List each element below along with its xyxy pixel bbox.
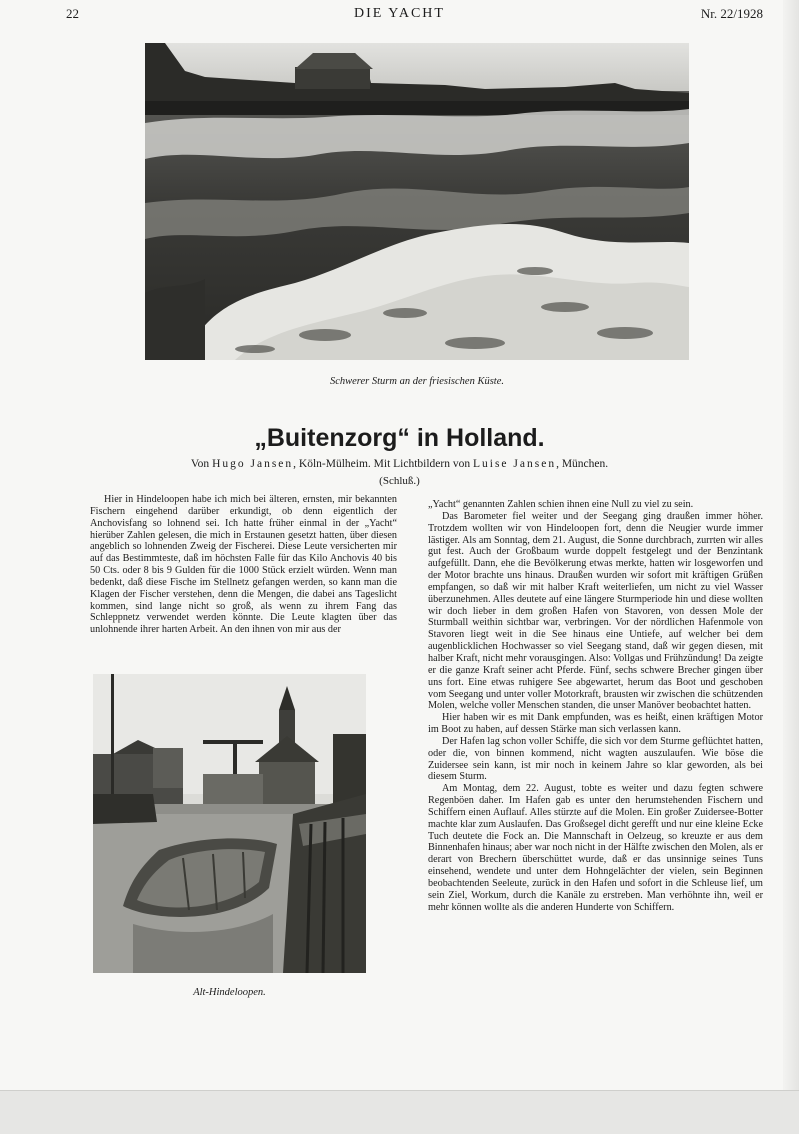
page-edge-shadow <box>783 0 799 1090</box>
paragraph: „Yacht“ genannten Zahlen schien ihnen eine Null zu viel zu sein. <box>428 499 694 510</box>
paragraph: Hier in Hindeloopen habe ich mich bei älteren, ernsten, mir bekannten Fischern eingehend darüber erkundigt, ob denn eigentlich der Anchovisfang so lohnend sei. Ich hatte früher einmal in der „Yacht“ hierüber Zahlen gelesen, die mich in Erstaunen gesetzt hatten, über diesen angeblich so lohnenden Zweig der Fischerei. Diese Leute versicherten mir auf das Bestimmteste, daß im höchsten Falle für das Kilo Anchovis 40 bis 50 Cts. oder 8 bis 9 Gulden für die 1000 Stück erzielt würden. Wenn man bedenkt, daß diese Fische im Stellnetz gefangen werden, so kann man die Klagen der Fischer verstehen, denn die Mengen, die dabei ans Tageslicht kommen, sind lange nicht so groß, als wenn zu ihrem Fang das Schleppnetz verwendet werden könnte. Die Leute klagten über das unlohnende ihrer harten Arbeit. An den ihnen von mir aus der <box>90 494 397 636</box>
paragraph: Das Barometer fiel weiter und der Seegang ging draußen immer höher. Trotzdem wollten wir von Hindeloopen fort, denn die Neugier wurde immer lästiger. Als am Sonntag, dem 21. August, die Sonne durchbrach, zurrten wir alles gut fest. Auch der Großbaum wurde doppelt festgelegt und der Benzintank aufgefüllt. Dann, ehe die Bevölkerung etwas merkte, hatten wir losgeworfen und der Motor brachte uns hinaus. Draußen wurden wir sofort mit kräftigen Grüßen empfangen, so daß wir mit halber Kraft weiterliefen, um nicht zu viel Wasser überzunehmen. Alles deutete auf eine längere Sturmperiode hin und diese wollten wir doch lieber in dem großen Hafen von Stavoren, von dessen Mole der Sturmball weithin sichtbar war, verbringen. Vor der nördlichen Hafenmole von Stavoren liegt weit in die See hinaus eine Untiefe, auf welcher bei dem augenblicklichen Hochwasser so viel Seegang stand, daß wir gegen diesen, mit halber Kraft, nicht mehr vorausgingen. Also: Vollgas und Frühzündung! Da zeigte er die ganze Kraft seiner acht Pferde. Fünf, sechs schwere Brecher gingen über uns fort. Eine etwas ruhigere See abgewartet, herum das Boot und geschoben vom Seegang und unter voller Motorkraft, brausten wir zwischen die schützenden Molen, welche voller Menschen standen, die unser Manöver beobachtet hatten. <box>428 510 763 712</box>
byline-von: Von <box>190 458 210 470</box>
hindeloopen-photo <box>93 674 366 973</box>
byline-city: , München. <box>556 458 609 470</box>
scan-bottom-edge <box>0 1090 799 1134</box>
conclusion-note: (Schluß.) <box>379 475 420 487</box>
article-byline <box>0 458 799 470</box>
page-header <box>0 6 799 28</box>
page-number: 22 <box>66 6 79 21</box>
author-name: Hugo Jansen <box>212 458 294 470</box>
journal-title: DIE YACHT <box>354 6 445 21</box>
photographer-name: Luise Jansen <box>472 458 557 470</box>
issue-number: Nr. 22/1928 <box>700 6 763 21</box>
byline-place: , Köln-Mülheim. Mit Lichtbildern von <box>293 458 471 470</box>
bottom-photo-caption: Alt-Hindeloopen. <box>193 987 266 998</box>
paragraph: Hier haben wir es mit Dank empfunden, was es heißt, einen kräftigen Motor im Boot zu haben, auf dessen Stärke man sich verlassen kann. <box>428 712 763 736</box>
left-column <box>90 494 397 654</box>
paragraph: Der Hafen lag schon voller Schiffe, die sich vor dem Sturme geflüchtet hatten, oder die, von binnen kommend, nicht wagten auszulaufen. Wie böse die Zuidersee sein kann, ist mir noch in keinem Jahre so klar geworden, als bei diesem Sturm. <box>428 735 763 783</box>
article-title: „Buitenzorg“ in Holland. <box>254 424 545 452</box>
paragraph: Am Montag, dem 22. August, tobte es weiter und dazu fegten schwere Regenböen daher. Im Hafen gab es unter den herumstehenden Fischern und Schiffern einen Auflauf. Alles stürzte auf die Molen. Ein großer Zuidersee-Botter machte klar zum Auslaufen. Das Großsegel dicht gerefft und nur eine kleine Ecke Tuch deutete die Fock an. Die Mannschaft in Oelzeug, so kreuzte er aus dem Binnenhafen hinaus; aber war noch nicht in der Hälfte zwischen den Molen, als er derart von Brechern überschüttet wurde, daß er das unsinnige seines Tuns einsehend, wendete und unter dem Hohngelächter der vielen, sein Beginnen beobachtenden Seeleute, zurück in den Hafen und sofort in die Schleuse lief, um sein Ziel, Workum, durch die Kanäle zu erstreben. Man verhöhnte ihn, weil er mehr können wollte als die anderen Hunderte von Schiffern. <box>428 783 763 913</box>
top-photo-caption: Schwerer Sturm an der friesischen Küste. <box>329 376 504 387</box>
right-column <box>428 499 763 1009</box>
storm-photo <box>145 43 689 360</box>
